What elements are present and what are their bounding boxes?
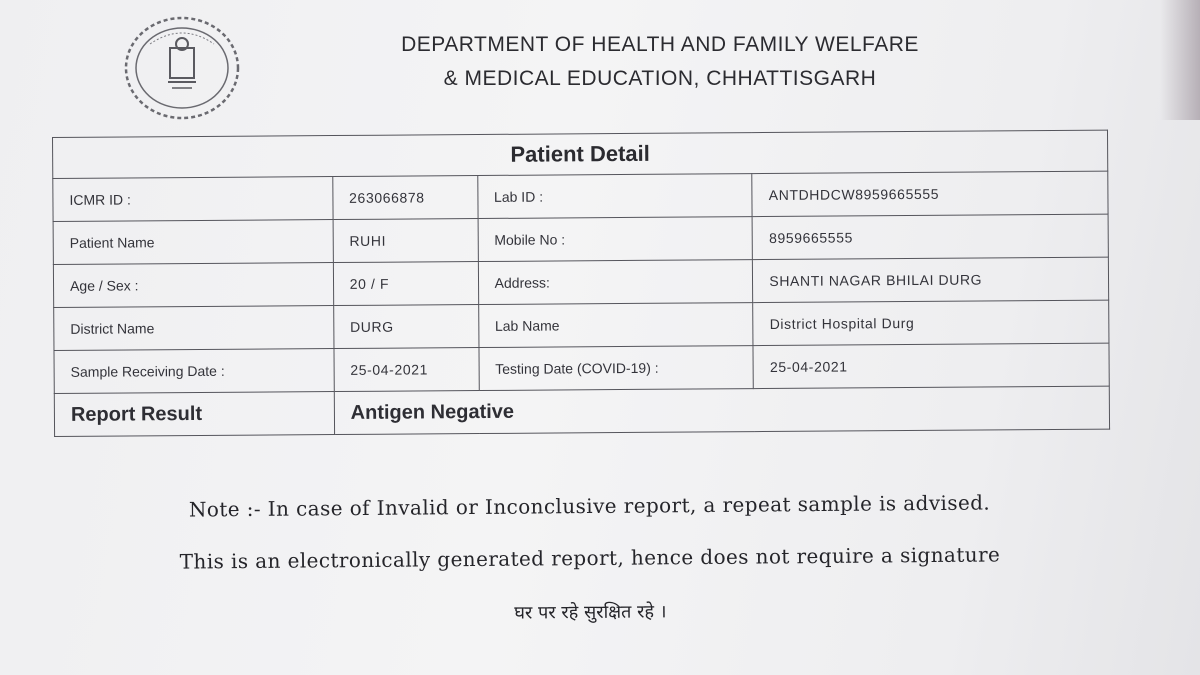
stay-home-message: घर पर रहे सुरक्षित रहे । bbox=[514, 601, 667, 624]
district-name-value: DURG bbox=[333, 305, 478, 349]
testing-date-value: 25-04-2021 bbox=[753, 343, 1109, 388]
report-result-label: Report Result bbox=[54, 392, 334, 437]
header-line-2: & MEDICAL EDUCATION, CHHATTISGARH bbox=[443, 67, 877, 90]
icmr-id-value: 263066878 bbox=[332, 176, 477, 220]
address-label: Address: bbox=[478, 260, 753, 305]
report-notes bbox=[79, 490, 1100, 629]
mobile-no-value: 8959665555 bbox=[752, 214, 1108, 259]
lab-id-value: ANTDHDCW8959665555 bbox=[752, 171, 1108, 216]
table-title: Patient Detail bbox=[53, 130, 1108, 178]
icmr-id-label: ICMR ID : bbox=[53, 177, 333, 222]
table-row bbox=[53, 257, 1108, 307]
mobile-no-label: Mobile No : bbox=[478, 217, 753, 262]
district-name-label: District Name bbox=[54, 306, 334, 351]
lab-id-label: Lab ID : bbox=[477, 174, 752, 219]
patient-detail-table bbox=[52, 130, 1110, 437]
report-result-row bbox=[54, 386, 1109, 436]
testing-date-label: Testing Date (COVID-19) : bbox=[479, 346, 754, 391]
state-emblem-seal-icon bbox=[122, 14, 242, 122]
address-value: SHANTI NAGAR BHILAI DURG bbox=[753, 257, 1109, 302]
electronic-report-note: This is an electronically generated report, hence does not require a signature bbox=[179, 542, 1001, 574]
lab-name-label: Lab Name bbox=[478, 303, 753, 348]
age-sex-value: 20 / F bbox=[333, 262, 478, 306]
sample-receiving-date-label: Sample Receiving Date : bbox=[54, 349, 334, 394]
table-row bbox=[54, 300, 1109, 350]
table-row bbox=[53, 171, 1108, 221]
table-row bbox=[53, 214, 1108, 264]
lab-name-value: District Hospital Durg bbox=[753, 300, 1109, 345]
patient-name-label: Patient Name bbox=[53, 220, 333, 265]
sample-receiving-date-value: 25-04-2021 bbox=[334, 348, 479, 392]
report-result-value: Antigen Negative bbox=[334, 386, 1110, 434]
age-sex-label: Age / Sex : bbox=[53, 263, 333, 308]
patient-name-value: RUHI bbox=[333, 219, 478, 263]
header-line-1: DEPARTMENT OF HEALTH AND FAMILY WELFARE bbox=[401, 33, 919, 56]
invalid-report-note: Note :- In case of Invalid or Inconclusive report, a repeat sample is advised. bbox=[188, 490, 991, 522]
table-row bbox=[54, 343, 1109, 393]
department-header bbox=[330, 28, 990, 96]
page-edge-shadow bbox=[1160, 0, 1200, 120]
